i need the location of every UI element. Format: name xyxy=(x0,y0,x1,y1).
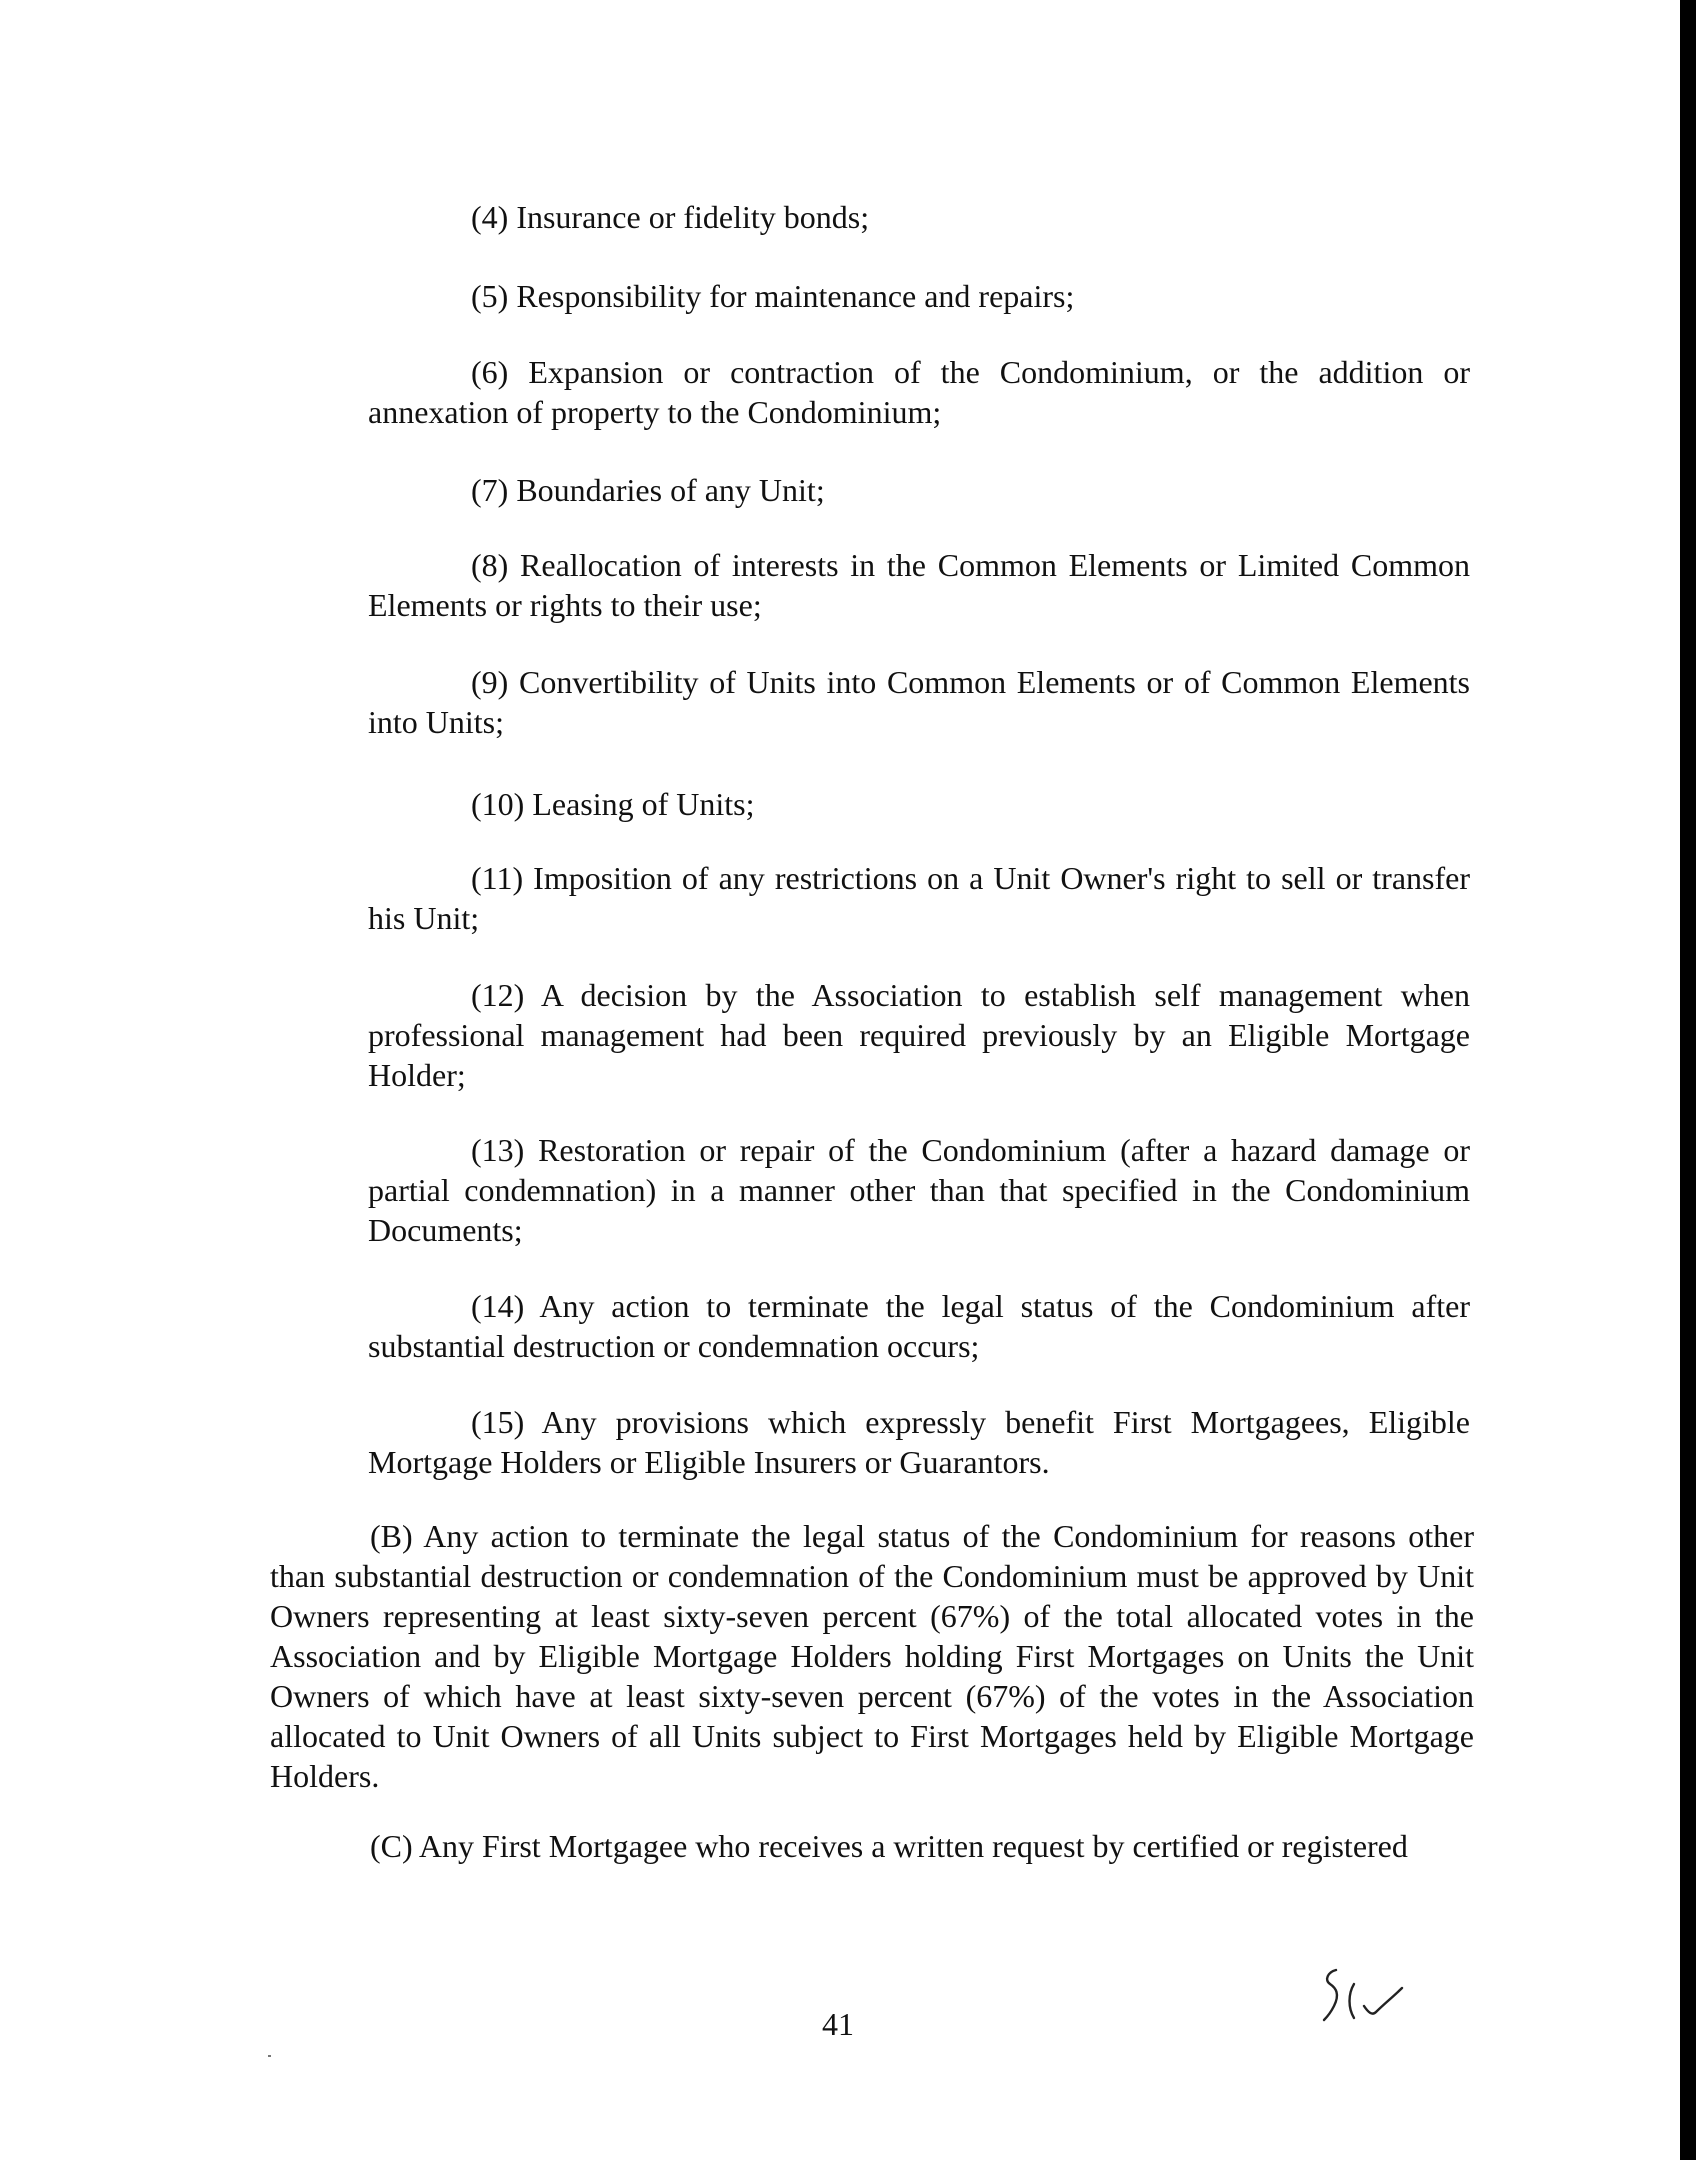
list-item-13: (13) Restoration or repair of the Condominium (after a hazard damage or partial condemnation) in a manner other than that specified in the Condominium Documents; xyxy=(368,1132,1470,1248)
list-item-15: (15) Any provisions which expressly benefit First Mortgagees, Eligible Mortgage Holders or Eligible Insurers or Guarantors. xyxy=(368,1404,1470,1480)
handwritten-initials-signature xyxy=(1310,1960,1420,2040)
paragraph-c: (C) Any First Mortgagee who receives a written request by certified or registered xyxy=(370,1828,1408,1864)
list-item-12: (12) A decision by the Association to establish self management when professional management had been required previously by an Eligible Mortgage Holder; xyxy=(368,977,1470,1093)
list-item-5: (5) Responsibility for maintenance and repairs; xyxy=(471,278,1075,314)
list-item-10: (10) Leasing of Units; xyxy=(471,786,755,822)
list-item-14: (14) Any action to terminate the legal status of the Condominium after substantial destruction or condemnation occurs; xyxy=(368,1288,1470,1364)
scan-edge-bar xyxy=(1680,0,1696,2160)
list-item-6: (6) Expansion or contraction of the Condominium, or the addition or annexation of property to the Condominium; xyxy=(368,354,1470,430)
list-item-4: (4) Insurance or fidelity bonds; xyxy=(471,199,870,235)
list-item-11: (11) Imposition of any restrictions on a Unit Owner's right to sell or transfer his Unit; xyxy=(368,860,1470,936)
scan-speck xyxy=(268,2055,271,2057)
list-item-8: (8) Reallocation of interests in the Common Elements or Limited Common Elements or rights to their use; xyxy=(368,547,1470,623)
list-item-9: (9) Convertibility of Units into Common Elements or of Common Elements into Units; xyxy=(368,664,1470,740)
list-item-7: (7) Boundaries of any Unit; xyxy=(471,472,825,508)
paragraph-b: (B) Any action to terminate the legal status of the Condominium for reasons other than substantial destruction or condemnation of the Condominium must be approved by Unit Owners representing at least sixty-seven percent (67%) of the total allocated votes in the Association and by Eligible Mortgage Holders holding First Mortgages on Units the Unit Owners of which have at least sixty-seven percent (67%) of the votes in the Association allocated to Unit Owners of all Units subject to First Mortgages held by Eligible Mortgage Holders. xyxy=(270,1518,1474,1794)
page-number: 41 xyxy=(822,2006,854,2042)
